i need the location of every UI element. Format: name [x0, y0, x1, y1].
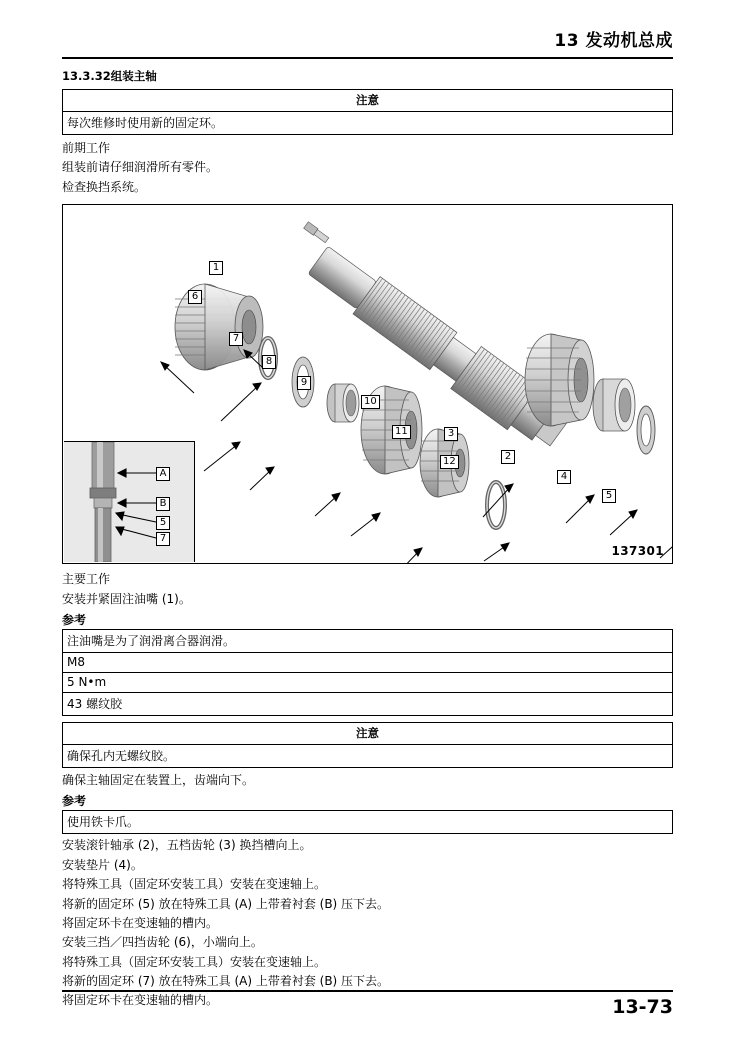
step-6: 安装三挡／四挡齿轮 (6)，小端向上。: [62, 935, 263, 950]
reference-1-row-3: 5 N•m: [63, 673, 672, 693]
notice-box-top: [62, 89, 673, 135]
main-work-heading: 主要工作: [62, 572, 111, 587]
step-7: 将特殊工具（固定环安装工具）安装在变速轴上。: [62, 954, 327, 969]
figure-id: 137301: [611, 544, 664, 559]
assembly-figure: [62, 204, 673, 564]
figure-callout-6: 6: [188, 290, 202, 304]
figure-callout-11: 11: [392, 425, 411, 439]
figure-callout-9: 9: [297, 376, 311, 390]
step-2: 安装垫片 (4)。: [62, 857, 143, 872]
pre-work-line-1: 组装前请仔细润滑所有零件。: [62, 160, 219, 175]
notice-bottom-row: 确保孔内无螺纹胶。: [67, 748, 176, 763]
page-number: 13-73: [612, 996, 673, 1018]
step-8: 将新的固定环 (7) 放在特殊工具 (A) 上带着衬套 (B) 压下去。: [62, 974, 390, 989]
notice-bottom-title: 注意: [63, 723, 672, 745]
reference-2-box: [62, 810, 673, 834]
figure-callout-2: 2: [501, 450, 515, 464]
figure-callout-1: 1: [209, 261, 223, 275]
page-header: 13 发动机总成: [554, 31, 673, 51]
step-9: 将固定环卡在变速轴的槽内。: [62, 993, 219, 1008]
inset-callout-A: A: [156, 467, 170, 481]
footer-area: [62, 982, 673, 1018]
step-1: 安装滚针轴承 (2)，五档齿轮 (3) 换挡槽向上。: [62, 838, 312, 853]
mid-instruction: 确保主轴固定在装置上，齿端向下。: [62, 772, 255, 787]
figure-callout-10: 10: [361, 395, 380, 409]
reference-1-row-4: 43 螺纹胶: [67, 696, 123, 711]
inset-callout-7: 7: [156, 532, 170, 546]
figure-callout-12: 12: [440, 455, 459, 469]
reference-1-row-2: M8: [63, 653, 672, 673]
notice-box-bottom: [62, 722, 673, 768]
reference-2-row-1: 使用铁卡爪。: [67, 815, 140, 830]
reference-2-heading: 参考: [62, 794, 87, 809]
inset-callout-B: B: [156, 497, 170, 511]
figure-callout-5: 5: [602, 489, 616, 503]
pre-work-heading: 前期工作: [62, 141, 111, 155]
reference-1-heading: 参考: [62, 612, 87, 627]
notice-title: 注意: [63, 90, 672, 112]
figure-inset-photo: [64, 441, 195, 562]
section-title: 13.3.32组装主轴: [62, 69, 157, 83]
pre-work-line-2: 检查换挡系统。: [62, 179, 147, 194]
figure-callout-3: 3: [444, 427, 458, 441]
header-divider: [62, 57, 673, 59]
step-3: 将特殊工具（固定环安装工具）安装在变速轴上。: [62, 877, 327, 892]
inset-callout-5: 5: [156, 516, 170, 530]
figure-callout-8: 8: [262, 355, 276, 369]
figure-callout-4: 4: [557, 470, 571, 484]
main-work-line-1: 安装并紧固注油嘴 (1)。: [62, 591, 191, 606]
notice-row: 每次维修时使用新的固定环。: [67, 116, 224, 130]
step-5: 将固定环卡在变速轴的槽内。: [62, 915, 219, 930]
figure-callout-7: 7: [229, 332, 243, 346]
reference-1-box: [62, 629, 673, 716]
step-4: 将新的固定环 (5) 放在特殊工具 (A) 上带着衬套 (B) 压下去。: [62, 896, 390, 911]
inset-drawing: [64, 442, 194, 562]
reference-1-row-1: 注油嘴是为了润滑离合器润滑。: [63, 630, 672, 653]
